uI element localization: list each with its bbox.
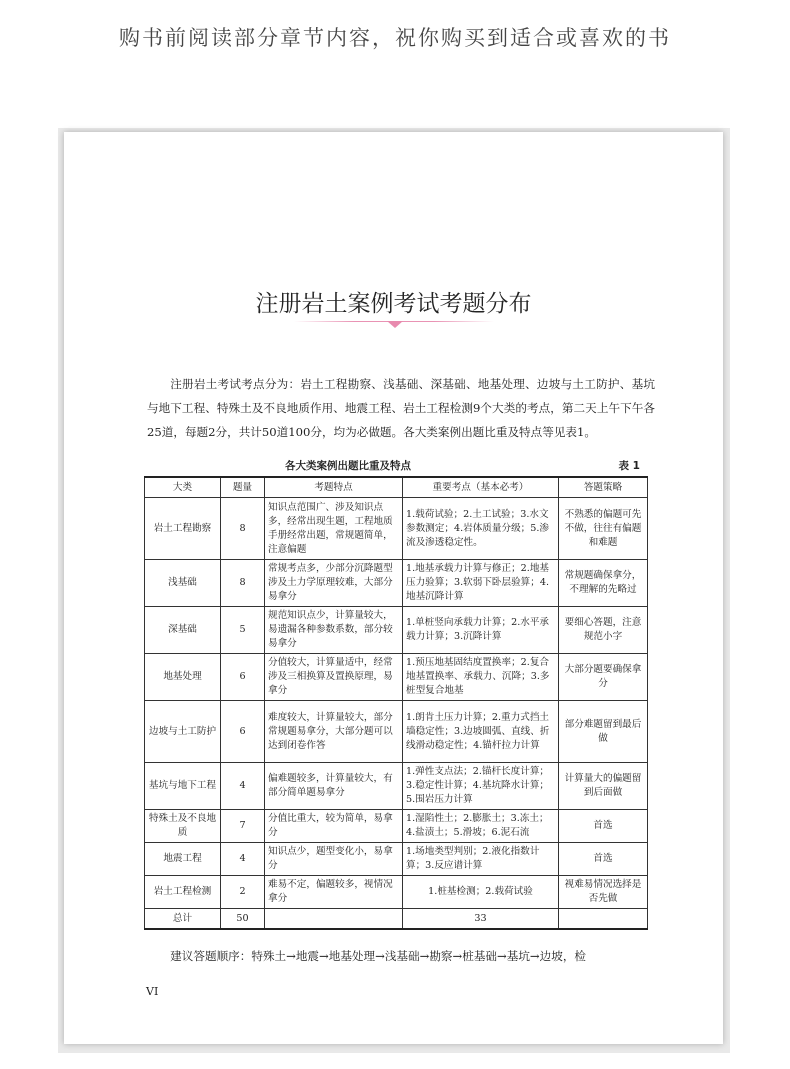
table-row	[145, 560, 648, 607]
cell-features: 分值比重大，较为简单，易拿分	[265, 810, 403, 843]
cell-count: 2	[221, 876, 265, 909]
table-caption-title: 各大类案例出题比重及特点	[285, 460, 411, 472]
total-features	[265, 909, 403, 930]
intro-paragraph: 注册岩土考试考点分为：岩土工程勘察、浅基础、深基础、地基处理、边坡与土工防护、基坑与地下工程、特殊土及不良地质作用、地震工程、岩土工程检测9个大类的考点，第二天上午下午各25道，每题2分，共计50道100分，均为必做题。各大类案例出题比重及特点等见表1。	[147, 377, 655, 439]
distribution-table	[144, 476, 648, 930]
header-features: 考题特点	[265, 477, 403, 498]
table-header-row	[145, 477, 648, 498]
cell-count: 8	[221, 498, 265, 560]
title-arrow-icon	[387, 321, 403, 328]
cell-key-points: 1.地基承载力计算与修正；2.地基压力验算；3.软弱下卧层验算；4.地基沉降计算	[403, 560, 559, 607]
cell-strategy: 大部分题要确保拿分	[559, 654, 648, 701]
table-row	[145, 843, 648, 876]
header-key-points: 重要考点（基本必考）	[403, 477, 559, 498]
table-row	[145, 607, 648, 654]
cell-count: 6	[221, 701, 265, 763]
cell-category: 岩土工程检测	[145, 876, 221, 909]
header-count: 题量	[221, 477, 265, 498]
table-caption	[148, 458, 640, 474]
cell-strategy: 部分难题留到最后做	[559, 701, 648, 763]
cell-category: 基坑与地下工程	[145, 763, 221, 810]
cell-count: 5	[221, 607, 265, 654]
cell-key-points: 1.场地类型判别；2.液化指数计算；3.反应谱计算	[403, 843, 559, 876]
table-row	[145, 763, 648, 810]
cell-key-points: 1.湿陷性土；2.膨胀土；3.冻土；4.盐渍土；5.滑坡；6.泥石流	[403, 810, 559, 843]
table-row	[145, 810, 648, 843]
cell-count: 8	[221, 560, 265, 607]
cell-category: 地震工程	[145, 843, 221, 876]
cell-strategy: 首选	[559, 810, 648, 843]
table-row	[145, 876, 648, 909]
table-row	[145, 498, 648, 560]
cell-category: 深基础	[145, 607, 221, 654]
cell-features: 难度较大，计算量较大，部分常规题易拿分，大部分题可以达到闭卷作答	[265, 701, 403, 763]
page-number: VI	[146, 985, 159, 998]
book-page	[64, 132, 723, 1044]
total-key-points: 33	[403, 909, 559, 930]
page-title: 注册岩土案例考试考题分布	[255, 291, 532, 317]
cell-key-points: 1.单桩竖向承载力计算；2.水平承载力计算；3.沉降计算	[403, 607, 559, 654]
total-strategy	[559, 909, 648, 930]
cell-strategy: 首选	[559, 843, 648, 876]
total-count: 50	[221, 909, 265, 930]
cell-key-points: 1.预压地基固结度置换率；2.复合地基置换率、承载力、沉降；3.多桩型复合地基	[403, 654, 559, 701]
cell-features: 偏难题较多，计算量较大，有部分简单题易拿分	[265, 763, 403, 810]
cell-features: 规范知识点少，计算量较大，易遗漏各种参数系数，部分较易拿分	[265, 607, 403, 654]
cell-features: 常规考点多，少部分沉降题型涉及土力学原理较难，大部分易拿分	[265, 560, 403, 607]
table-total-row	[145, 909, 648, 930]
cell-features: 知识点范围广、涉及知识点多，经常出现生题，工程地质手册经常出题，常规题简单，注意偏题	[265, 498, 403, 560]
banner-text: 购书前阅读部分章节内容，祝你购买到适合或喜欢的书	[119, 26, 671, 50]
cell-strategy: 常规题确保拿分，不理解的先略过	[559, 560, 648, 607]
cell-count: 4	[221, 763, 265, 810]
cell-count: 7	[221, 810, 265, 843]
header-category: 大类	[145, 477, 221, 498]
cell-strategy: 不熟悉的偏题可先不做，往往有偏题和难题	[559, 498, 648, 560]
advice-paragraph: 建议答题顺序：特殊土→地震→地基处理→浅基础→勘察→桩基础→基坑→边坡，检	[170, 949, 587, 963]
cell-strategy: 要细心答题，注意规范小字	[559, 607, 648, 654]
table-row	[145, 654, 648, 701]
cell-count: 4	[221, 843, 265, 876]
cell-category: 特殊土及不良地质	[145, 810, 221, 843]
total-label: 总计	[145, 909, 221, 930]
cell-features: 知识点少，题型变化小，易拿分	[265, 843, 403, 876]
cell-category: 边坡与土工防护	[145, 701, 221, 763]
cell-category: 浅基础	[145, 560, 221, 607]
table-row	[145, 701, 648, 763]
cell-category: 地基处理	[145, 654, 221, 701]
cell-key-points: 1.弹性支点法；2.锚杆长度计算；3.稳定性计算；4.基坑降水计算；5.围岩压力计算	[403, 763, 559, 810]
cell-features: 难易不定，偏题较多，视情况拿分	[265, 876, 403, 909]
table-number: 表 1	[618, 460, 640, 472]
cell-strategy: 视难易情况选择是否先做	[559, 876, 648, 909]
cell-strategy: 计算量大的偏题留到后面做	[559, 763, 648, 810]
cell-key-points: 1.朗肯土压力计算；2.重力式挡土墙稳定性；3.边坡圆弧、直线、折线滑动稳定性；4.锚杆拉力计算	[403, 701, 559, 763]
cell-category: 岩土工程勘察	[145, 498, 221, 560]
header-strategy: 答题策略	[559, 477, 648, 498]
cell-features: 分值较大，计算量适中，经常涉及三相换算及置换原理，易拿分	[265, 654, 403, 701]
cell-key-points: 1.桩基检测；2.载荷试验	[403, 876, 559, 909]
cell-count: 6	[221, 654, 265, 701]
cell-key-points: 1.载荷试验；2.土工试验；3.水文参数测定；4.岩体质量分级；5.渗流及渗透稳定性。	[403, 498, 559, 560]
